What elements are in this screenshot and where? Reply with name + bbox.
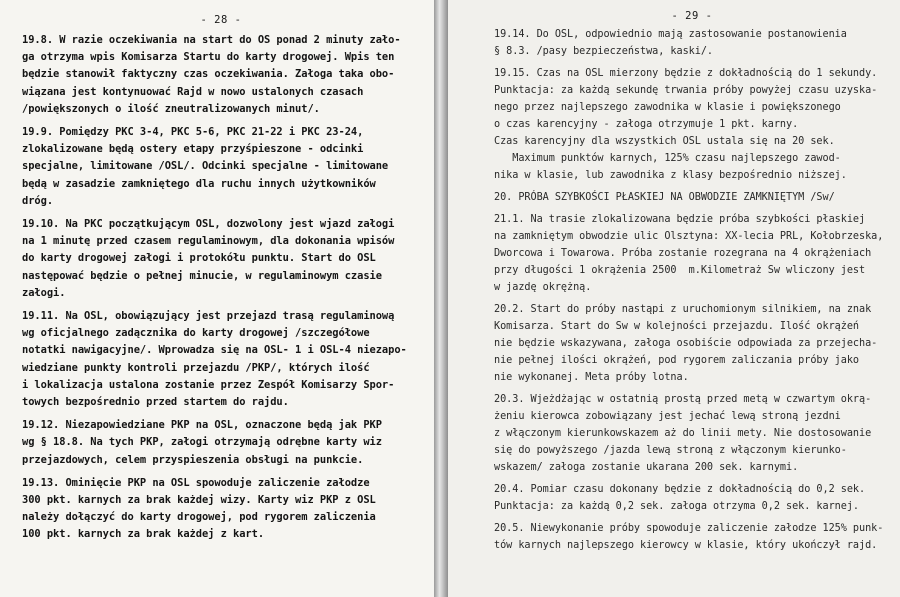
paragraph-19-8: 19.8. W razie oczekiwania na start do OS ponad 2 minuty zało- ga otrzyma wpis Komisarza Startu do karty drogowej. Wpis ten będzie stanowił faktyczny czas oczekiwania. Załoga taka obo- wiązana jest kontynuować Rajd w nowo ustalonych czasach /powiększonych o ilość zneutralizowanych minut/.: [22, 34, 401, 115]
paragraph-21-1: 21.1. Na trasie zlokalizowana będzie próba szybkości płaskiej na zamkniętym obwodzie ulic Olsztyna: XX-lecia PRL, Kołobrzeska, Dworcowa i Towarowa. Próba zostanie rozegrana na 4 okrążeniach przy długości 1 okrążenia 2500 m.Kilometraż Sw wliczony jest w jazdę okrężną.: [494, 214, 884, 293]
book-gutter: [434, 0, 448, 597]
section-heading-20: 20. PRÓBA SZYBKOŚCI PŁASKIEJ NA OBWODZIE ZAMKNIĘTYM /Sw/: [494, 192, 835, 203]
paragraph-19-13: 19.13. Ominięcie PKP na OSL spowoduje zaliczenie załodze 300 pkt. karnych za brak każdej wizy. Karty wiz PKP z OSL należy dołączyć do karty drogowej, pod rygorem zaliczenia 100 pkt. karnych za brak każdej z kart.: [22, 476, 376, 541]
paragraph-20-4: 20.4. Pomiar czasu dokonany będzie z dokładnością do 0,2 sek. Punktacja: za każdą 0,2 sek. załoga otrzyma 0,2 sek. karnej.: [494, 484, 866, 512]
paragraph-20-3: 20.3. Wjeżdżając w ostatnią prostą przed metą w czwartym okrą- żeniu kierowca zobowiązany jest jechać lewą stroną jezdni z włączonym kierunkowskazem aż do linii mety. Nie dostosowanie się do powyższego /jazda lewą stroną z włączonym kierunko- wskazem/ załoga zostanie ukarana 200 sek. karnymi.: [494, 394, 872, 473]
paragraph-19-11: 19.11. Na OSL, obowiązujący jest przejazd trasą regulaminową wg oficjalnego zadącznika do karty drogowej /szczegółowe notatki nawigacyjne/. Wprowadza się na OSL- 1 i OSL-4 niezapo- wiedziane punkty kontroli przejazdu /PKP/, których ilość i lokalizacja ustalona zostanie przez Zespół Komisarzy Spor- towych bezpośrednio przed startem do rajdu.: [22, 310, 407, 409]
paragraph-19-12: 19.12. Niezapowiedziane PKP na OSL, oznaczone będą jak PKP wg § 18.8. Na tych PKP, załogi otrzymają odrębne karty wiz przejazdowych, celem przyspieszenia obsługi na punkcie.: [22, 419, 382, 466]
paragraph-19-14: 19.14. Do OSL, odpowiednio mają zastosowanie postanowienia § 8.3. /pasy bezpieczeństwa, kaski/.: [494, 29, 847, 57]
page-number: - 29 -: [671, 10, 713, 22]
paragraph-19-15: 19.15. Czas na OSL mierzony będzie z dokładnością do 1 sekundy. Punktacja: za każdą sekundę trwania próby powyżej czasu uzyska- nego przez najlepszego zawodnika w klasie i powiększonego o czas karencyjny - załoga otrzymuje 1 pkt. karny. Czas karencyjny dla wszystkich OSL ustala się na 20 sek. Maximum punktów karnych, 125% czasu najlepszego zawod- nika w klasie, lub zawodnika z klasy bezpośrednio niższej.: [494, 68, 878, 181]
paragraph-20-2: 20.2. Start do próby nastąpi z uruchomionym silnikiem, na znak Komisarza. Start do Sw w kolejności przejazdu. Ilość okrążeń nie będzie wskazywana, załoga osobiście odpowiada za przejecha- nie pełnej ilości okrążeń, pod rygorem zaliczania próby jako nie wykonanej. Meta próby lotna.: [494, 304, 878, 383]
left-page: [0, 0, 434, 597]
paragraph-19-10: 19.10. Na PKC początkującym OSL, dozwolony jest wjazd załogi na 1 minutę przed czasem regulaminowym, dla dokonania wpisów do karty drogowej załogi i protokółu punktu. Start do OSL następować będzie o pełnej minucie, w regulaminowym czasie załogi.: [22, 218, 395, 299]
page-number: - 28 -: [200, 14, 242, 26]
paragraph-20-5: 20.5. Niewykonanie próby spowoduje zaliczenie załodze 125% punk- tów karnych najlepszego kierowcy w klasie, który ukończył rajd.: [494, 523, 884, 551]
paragraph-19-9: 19.9. Pomiędzy PKC 3-4, PKC 5-6, PKC 21-22 i PKC 23-24, zlokalizowane będą ostery etapy przyśpieszone - odcinki specjalne, limitowane /OSL/. Odcinki specjalne - limitowane będą w zasadzie zamkniętego dla ruchu innych użytkowników dróg.: [22, 126, 389, 207]
right-page: [448, 0, 900, 597]
